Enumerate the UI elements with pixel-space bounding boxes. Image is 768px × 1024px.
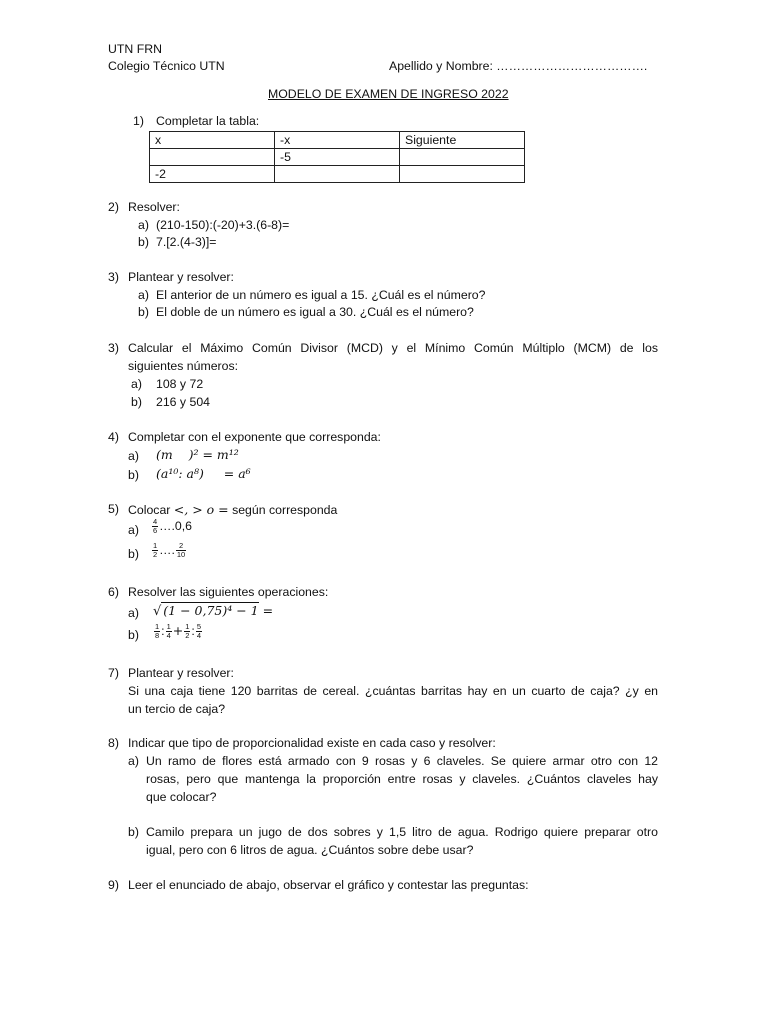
q6b-expression: $\frac{1}{8}$ : $\frac{1}{4}$ + $\frac{1}{2}$ : $\frac{5}{4}$ xyxy=(155,622,202,641)
table-header-cell: x xyxy=(150,132,275,149)
q6a-radicand: (1 − 0,75)⁴ − 1 xyxy=(163,603,259,618)
fraction: $\frac{4}{6}$ xyxy=(153,517,158,535)
q4-text: Completar con el exponente que corresponda: xyxy=(128,430,381,444)
table-cell: -2 xyxy=(150,166,275,183)
q8a-label: a) xyxy=(128,754,139,768)
fraction: $\frac{1}{2}$ xyxy=(185,622,190,641)
q8b-line1: Camilo prepara un jugo de dos sobres y 1,5 litro de agua. Rodrigo quiere preparar otro xyxy=(146,825,658,839)
sqrt-icon: √ xyxy=(153,604,162,619)
q7-line2: un tercio de caja? xyxy=(128,702,226,716)
q4a-label: a) xyxy=(128,449,139,463)
q3b-line1: Calcular el Máximo Común Divisor (MCD) y el Mínimo Común Múltiplo (MCM) de los xyxy=(128,341,658,355)
q9-number: 9) xyxy=(108,878,119,892)
q8a-line1: Un ramo de flores está armado con 9 rosas y 6 claveles. Se quiere armar otro con 12 xyxy=(146,754,658,768)
institution-name: UTN FRN xyxy=(108,42,162,56)
fraction: $\frac{2}{10}$ xyxy=(176,541,186,559)
fraction: $\frac{1}{8}$ xyxy=(155,622,160,641)
q5-text-pre: Colocar xyxy=(128,503,171,517)
q2a-label: a) xyxy=(138,218,149,232)
table-cell xyxy=(275,166,400,183)
table-cell xyxy=(400,149,525,166)
q3b-item-b-label: b) xyxy=(131,395,142,409)
fraction: $\frac{1}{4}$ xyxy=(166,622,171,641)
q2b-label: b) xyxy=(138,235,149,249)
table-header-row xyxy=(150,132,525,149)
q8a-line3: que colocar? xyxy=(146,790,217,804)
q2-number: 2) xyxy=(108,200,119,214)
q5-number: 5) xyxy=(108,502,119,516)
table-header-cell: -x xyxy=(275,132,400,149)
q5-text-post: según corresponda xyxy=(232,503,338,517)
q7-number: 7) xyxy=(108,666,119,680)
q5b-expression: $\frac{1}{2}$ …. $\frac{2}{10}$ xyxy=(153,541,186,559)
school-name: Colegio Técnico UTN xyxy=(108,59,225,73)
q6-number: 6) xyxy=(108,585,119,599)
q5a-expression: $\frac{4}{6}$ ….0,6 xyxy=(153,517,192,535)
name-field-label: Apellido y Nombre: ………………………………. xyxy=(389,59,648,73)
fraction: $\frac{5}{4}$ xyxy=(196,622,202,641)
q3a-item-a-text: El anterior de un número es igual a 15. ¿Cuál es el número? xyxy=(156,288,486,302)
q5b-label: b) xyxy=(128,547,139,561)
table-header-cell: Siguiente xyxy=(400,132,525,149)
q4-number: 4) xyxy=(108,430,119,444)
q3a-item-b-label: b) xyxy=(138,305,149,319)
q8-number: 8) xyxy=(108,736,119,750)
q5-symbols: <, > o = xyxy=(173,502,229,517)
q8b-label: b) xyxy=(128,825,139,839)
exam-title: MODELO DE EXAMEN DE INGRESO 2022 xyxy=(268,87,509,101)
q6a-expression xyxy=(153,603,273,619)
table-cell xyxy=(150,149,275,166)
q6a-label: a) xyxy=(128,606,139,620)
q8-text: Indicar que tipo de proporcionalidad existe en cada caso y resolver: xyxy=(128,736,496,750)
q2-text: Resolver: xyxy=(128,200,180,214)
q6b-label: b) xyxy=(128,628,139,642)
table-cell xyxy=(400,166,525,183)
q1-text: Completar la tabla: xyxy=(156,114,260,128)
q3a-item-a-label: a) xyxy=(138,288,149,302)
q7-line1: Si una caja tiene 120 barritas de cereal. ¿cuántas barritas hay en un cuarto de caja? ¿y en xyxy=(128,684,658,698)
q3b-item-a-text: 108 y 72 xyxy=(156,377,204,391)
q3b-number: 3) xyxy=(108,341,119,355)
q5a-label: a) xyxy=(128,523,139,537)
table-row xyxy=(150,149,525,166)
q2a-text: (210-150):(-20)+3.(6-8)= xyxy=(156,218,290,232)
q6-text: Resolver las siguientes operaciones: xyxy=(128,585,329,599)
table-cell: -5 xyxy=(275,149,400,166)
q3b-item-b-text: 216 y 504 xyxy=(156,395,211,409)
q2b-text: 7.[2.(4-3)]= xyxy=(156,235,217,249)
q4b-expression: (a¹⁰: a⁸) = a⁶ xyxy=(156,466,251,481)
q3a-item-b-text: El doble de un número es igual a 30. ¿Cuál es el número? xyxy=(156,305,474,319)
fraction: $\frac{1}{2}$ xyxy=(153,541,158,559)
q7-text: Plantear y resolver: xyxy=(128,666,234,680)
q8a-line2: rosas, pero que mantenga la proporción entre rosas y claveles. ¿Cuántos claveles hay xyxy=(146,772,658,786)
values-table xyxy=(149,131,525,183)
q8b-line2: igual, pero con 6 litros de agua. ¿Cuántos sobre debe usar? xyxy=(146,843,474,857)
q3a-number: 3) xyxy=(108,270,119,284)
q3b-item-a-label: a) xyxy=(131,377,142,391)
q4a-expression: (m )² = m¹² xyxy=(156,447,239,462)
q3b-line2: siguientes números: xyxy=(128,359,239,373)
q1-number: 1) xyxy=(133,114,144,128)
q9-text: Leer el enunciado de abajo, observar el gráfico y contestar las preguntas: xyxy=(128,878,529,892)
q4b-label: b) xyxy=(128,468,139,482)
q6a-tail: = xyxy=(262,603,274,618)
q5-line xyxy=(128,502,337,517)
q3a-text: Plantear y resolver: xyxy=(128,270,234,284)
table-row xyxy=(150,166,525,183)
